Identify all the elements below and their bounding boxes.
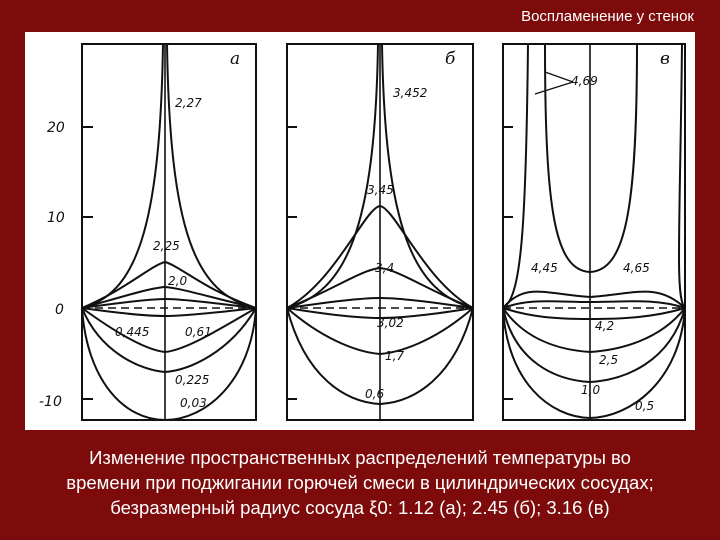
y-axis-label-0: 0 bbox=[55, 302, 64, 318]
label-c-0-5: 0,5 bbox=[635, 399, 655, 413]
label-c-4-45: 4,45 bbox=[531, 261, 558, 275]
label-a-0-225: 0,225 bbox=[175, 373, 210, 387]
label-a-2-27: 2,27 bbox=[175, 96, 202, 110]
panel-b-letter: б bbox=[445, 49, 456, 69]
label-c-1-0: 1,0 bbox=[581, 383, 601, 397]
temperature-distribution-figure bbox=[25, 32, 695, 430]
figure-svg bbox=[25, 32, 695, 430]
label-c-4-65: 4,65 bbox=[623, 261, 650, 275]
label-a-0-03: 0,03 bbox=[180, 396, 207, 410]
label-a-2-0: 2,0 bbox=[168, 274, 188, 288]
label-b-3-02: 3,02 bbox=[377, 316, 404, 330]
label-b-3-4: 3,4 bbox=[375, 261, 395, 275]
caption-line-2: времени при поджигании горючей смеси в цилиндрических сосудах; bbox=[66, 472, 654, 493]
y-axis-label-minus10: -10 bbox=[39, 394, 62, 410]
label-c-2-5: 2,5 bbox=[599, 353, 619, 367]
label-b-3-452: 3,452 bbox=[393, 86, 428, 100]
slide-title: Воспламенение у стенок bbox=[521, 8, 694, 25]
panel-c-letter: в bbox=[660, 49, 670, 69]
panel-a-letter: а bbox=[230, 49, 241, 69]
label-b-1-7: 1,7 bbox=[385, 349, 405, 363]
label-c-4-2: 4,2 bbox=[595, 319, 615, 333]
label-b-3-45: 3,45 bbox=[367, 183, 394, 197]
label-a-2-25: 2,25 bbox=[153, 239, 180, 253]
panel-a bbox=[82, 44, 256, 420]
caption-line-3: безразмерный радиус сосуда ξ0: 1.12 (а); 2.45 (б); 3.16 (в) bbox=[110, 497, 610, 518]
label-a-0-445: 0,445 bbox=[115, 325, 150, 339]
y-axis-label-20: 20 bbox=[47, 120, 65, 136]
label-a-0-61: 0,61 bbox=[185, 325, 212, 339]
panel-b bbox=[287, 44, 473, 420]
panel-c-frame bbox=[503, 44, 685, 420]
y-axis-label-10: 10 bbox=[47, 210, 65, 226]
panel-c bbox=[503, 44, 685, 420]
figure-caption bbox=[0, 445, 720, 520]
label-c-4-69: 4,69 bbox=[571, 74, 598, 88]
caption-line-1: Изменение пространственных распределений температуры во bbox=[89, 447, 631, 468]
label-b-0-6: 0,6 bbox=[365, 387, 385, 401]
